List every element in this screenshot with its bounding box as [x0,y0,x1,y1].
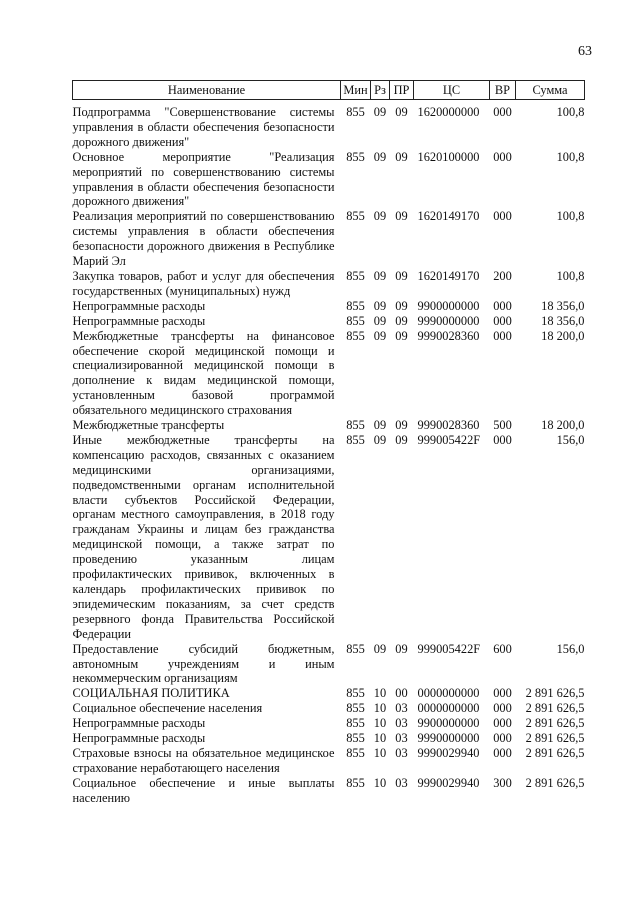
row-pr: 09 [395,418,408,433]
row-name: Иные межбюджетные трансферты на компенсацию расходов, связанных с оказанием медицинскими организациями, подведомственными органам исполнительной власти субъектов Российской Федерации, органам местного самоуправления, в 2018 году гражданам Украины и лицам без гражданства медицинской помощи, а также затрат по проведению указанным лицам профилактических прививок, включенных в календарь профилактических прививок по эпидемическим показаниям, за счет средств резервного фонда Правительства Российской Федерации [72,432,335,641]
row-vr: 000 [493,701,512,716]
row-name: Закупка товаров, работ и услуг для обеспечения государственных (муниципальных) нужд [72,268,335,298]
row-min: 855 [346,686,365,701]
row-vr: 000 [493,298,512,313]
table-row [73,701,585,716]
page-number: 63 [578,44,592,59]
row-name: Межбюджетные трансферты [72,418,225,433]
row-sum: 2 891 626,5 [525,775,585,790]
row-name: Непрограммные расходы [72,313,206,328]
row-cs: 9990029940 [417,775,480,790]
table-row [73,716,585,731]
row-rz: 09 [373,641,387,656]
row-rz: 09 [373,105,387,119]
row-sum: 100,8 [556,268,585,283]
row-name: Реализация мероприятий по совершенствованию системы управления в области обеспечения безопасности дорожного движения в Республике Марий Эл [72,209,335,269]
row-min: 855 [346,731,365,746]
table-row [73,314,585,329]
row-pr: 09 [395,105,408,119]
row-sum: 18 356,0 [541,298,585,313]
row-min: 855 [346,432,365,447]
row-min: 855 [346,775,365,790]
table-row [73,100,585,150]
row-rz: 10 [373,686,387,701]
header-pr: ПР [390,81,414,100]
table-body [73,100,585,806]
row-min: 855 [346,641,365,656]
table-row [73,776,585,806]
row-rz: 09 [373,268,387,283]
row-vr: 300 [493,775,512,790]
row-vr: 000 [493,149,512,164]
row-cs: 9990029940 [417,745,480,760]
row-name: Социальное обеспечение населения [72,701,263,716]
row-cs: 999005422F [417,641,481,656]
row-pr: 09 [395,328,408,343]
header-min: Мин [341,81,371,100]
row-pr: 00 [395,686,408,701]
row-vr: 000 [493,716,512,731]
row-rz: 09 [373,298,387,313]
row-min: 855 [346,105,365,119]
row-name: Непрограммные расходы [72,731,206,746]
table-row [73,433,585,642]
row-vr: 000 [493,432,512,447]
row-pr: 09 [395,268,408,283]
row-cs: 9990000000 [417,313,480,328]
row-sum: 18 356,0 [541,313,585,328]
row-cs: 9900000000 [417,716,480,731]
row-name: Социальное обеспечение и иные выплаты населению [72,775,335,805]
row-pr: 09 [395,298,408,313]
row-cs: 9990000000 [417,731,480,746]
row-rz: 10 [373,745,387,760]
table-row [73,686,585,701]
row-vr: 000 [493,313,512,328]
row-pr: 03 [395,701,408,716]
table-row [73,329,585,418]
table-row [73,150,585,210]
table-header [73,81,585,100]
row-cs: 9990028360 [417,418,480,433]
row-min: 855 [346,298,365,313]
row-min: 855 [346,209,365,224]
row-name: СОЦИАЛЬНАЯ ПОЛИТИКА [72,686,230,701]
header-sum: Сумма [516,81,585,100]
row-vr: 500 [493,418,512,433]
row-vr: 000 [493,731,512,746]
row-min: 855 [346,268,365,283]
row-sum: 100,8 [556,105,585,119]
row-rz: 09 [373,313,387,328]
row-rz: 09 [373,418,387,433]
header-name: Наименование [73,81,341,100]
row-rz: 09 [373,209,387,224]
row-pr: 09 [395,209,408,224]
row-name: Подпрограмма "Совершенствование системы управления в области обеспечения безопасности дорожного движения" [72,105,335,149]
row-cs: 1620149170 [417,209,480,224]
row-min: 855 [346,328,365,343]
row-sum: 18 200,0 [541,328,585,343]
row-cs: 999005422F [417,432,481,447]
row-pr: 09 [395,432,408,447]
row-rz: 10 [373,701,387,716]
row-sum: 2 891 626,5 [525,701,585,716]
row-name: Непрограммные расходы [72,298,206,313]
row-rz: 09 [373,432,387,447]
row-cs: 9900000000 [417,298,480,313]
row-name: Межбюджетные трансферты на финансовое обеспечение скорой медицинской помощи и специализированной медицинской помощи в дополнение к видам медицинской помощи, установленным базовой программой обязательного медицинского страхования [72,328,335,418]
row-cs: 1620149170 [417,268,480,283]
row-sum: 156,0 [556,641,585,656]
row-min: 855 [346,149,365,164]
row-min: 855 [346,418,365,433]
row-vr: 000 [493,209,512,224]
header-vr: ВР [490,81,516,100]
row-min: 855 [346,716,365,731]
row-name: Предоставление субсидий бюджетным, автономным учреждениям и иным некоммерческим организациям [72,641,335,686]
table-row [73,746,585,776]
row-name: Страховые взносы на обязательное медицинское страхование неработающего населения [72,745,335,775]
row-pr: 09 [395,313,408,328]
row-sum: 156,0 [556,432,585,447]
row-vr: 000 [493,686,512,701]
row-sum: 2 891 626,5 [525,745,585,760]
table-row [73,209,585,269]
row-vr: 000 [493,328,512,343]
row-rz: 10 [373,716,387,731]
table-row [73,731,585,746]
row-cs: 9990028360 [417,328,480,343]
row-rz: 09 [373,328,387,343]
row-rz: 09 [373,149,387,164]
row-cs: 1620000000 [417,105,480,119]
row-pr: 09 [395,641,408,656]
table-row [73,269,585,299]
row-sum: 100,8 [556,209,585,224]
row-pr: 03 [395,775,408,790]
row-min: 855 [346,701,365,716]
row-rz: 10 [373,731,387,746]
row-rz: 10 [373,775,387,790]
row-vr: 200 [493,268,512,283]
header-rz: Рз [371,81,390,100]
row-name: Непрограммные расходы [72,716,206,731]
row-vr: 600 [493,641,512,656]
row-sum: 2 891 626,5 [525,716,585,731]
row-min: 855 [346,745,365,760]
row-min: 855 [346,313,365,328]
row-pr: 03 [395,716,408,731]
row-vr: 000 [493,105,512,119]
row-pr: 03 [395,731,408,746]
row-sum: 100,8 [556,149,585,164]
row-sum: 2 891 626,5 [525,686,585,701]
row-pr: 09 [395,149,408,164]
row-cs: 1620100000 [417,149,480,164]
row-sum: 2 891 626,5 [525,731,585,746]
table-row [73,642,585,687]
row-vr: 000 [493,745,512,760]
header-cs: ЦС [414,81,490,100]
row-pr: 03 [395,745,408,760]
table-row [73,418,585,433]
row-sum: 18 200,0 [541,418,585,433]
budget-table [72,80,585,806]
row-cs: 0000000000 [417,701,480,716]
row-cs: 0000000000 [417,686,480,701]
table-row [73,299,585,314]
row-name: Основное мероприятие "Реализация мероприятий по совершенствованию системы управления в области обеспечения безопасности дорожного движения" [72,149,335,209]
